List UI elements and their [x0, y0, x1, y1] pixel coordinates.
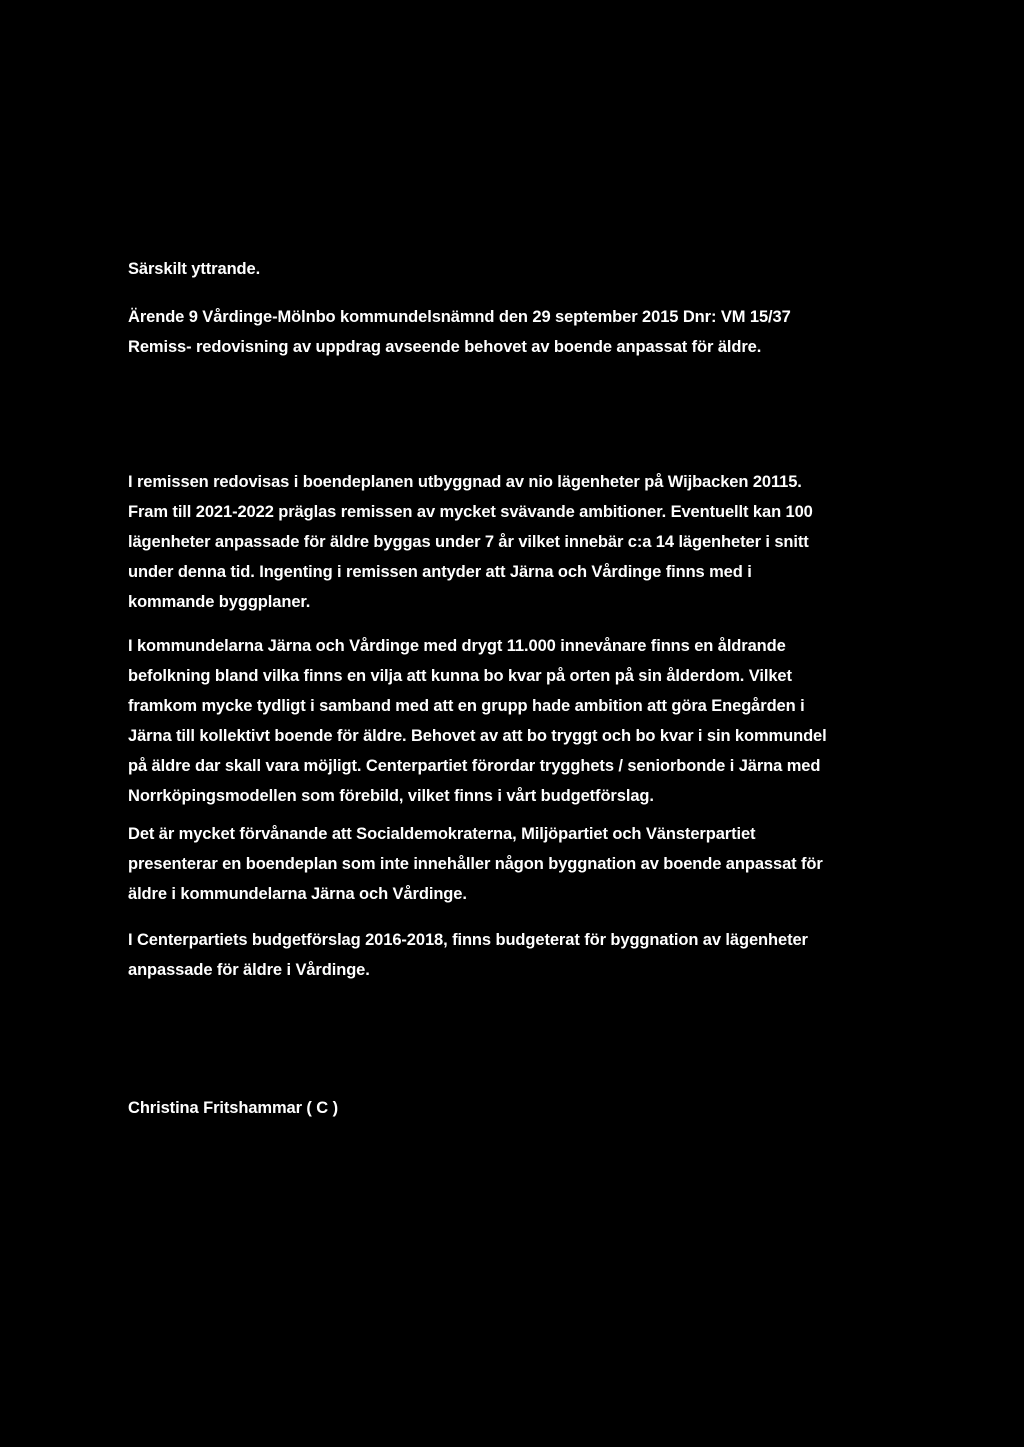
case-line: Ärende 9 Vårdinge-Mölnbo kommundelsnämnd den 29 september 2015 Dnr: VM 15/37	[128, 308, 791, 326]
paragraph-line: I kommundelarna Järna och Vårdinge med drygt 11.000 innevånare finns en åldrande	[128, 637, 786, 655]
case-reference	[128, 302, 908, 362]
case-line: Remiss- redovisning av uppdrag avseende behovet av boende anpassat för äldre.	[128, 338, 762, 356]
signature	[128, 1093, 908, 1123]
paragraph-line: kommande byggplaner.	[128, 593, 311, 611]
paragraph-1	[128, 467, 908, 617]
heading	[128, 254, 908, 284]
paragraph-line: Norrköpingsmodellen som förebild, vilket finns i vårt budgetförslag.	[128, 787, 654, 805]
paragraph-line: äldre i kommundelarna Järna och Vårdinge.	[128, 885, 467, 903]
paragraph-line: framkom mycke tydligt i samband med att en grupp hade ambition att göra Enegården i	[128, 697, 805, 715]
heading-text: Särskilt yttrande.	[128, 260, 261, 278]
paragraph-3	[128, 819, 908, 909]
paragraph-line: befolkning bland vilka finns en vilja att kunna bo kvar på orten på sin ålderdom. Vilket	[128, 667, 792, 685]
paragraph-line: Det är mycket förvånande att Socialdemokraterna, Miljöpartiet och Vänsterpartiet	[128, 825, 756, 843]
paragraph-line: I Centerpartiets budgetförslag 2016-2018, finns budgeterat för byggnation av lägenheter	[128, 931, 808, 949]
paragraph-line: under denna tid. Ingenting i remissen antyder att Järna och Vårdinge finns med i	[128, 563, 752, 581]
paragraph-2	[128, 631, 908, 811]
paragraph-line: I remissen redovisas i boendeplanen utbyggnad av nio lägenheter på Wijbacken 20115.	[128, 473, 802, 491]
paragraph-line: Järna till kollektivt boende för äldre. Behovet av att bo tryggt och bo kvar i sin kommundel	[128, 727, 827, 745]
paragraph-line: lägenheter anpassade för äldre byggas under 7 år vilket innebär c:a 14 lägenheter i snitt	[128, 533, 809, 551]
signature-name: Christina Fritshammar ( C )	[128, 1099, 339, 1117]
paragraph-line: Fram till 2021-2022 präglas remissen av mycket svävande ambitioner. Eventuellt kan 100	[128, 503, 813, 521]
paragraph-line: på äldre dar skall vara möjligt. Centerpartiet förordar trygghets / seniorbonde i Järna med	[128, 757, 821, 775]
paragraph-4	[128, 925, 908, 985]
paragraph-line: presenterar en boendeplan som inte innehåller någon byggnation av boende anpassat för	[128, 855, 823, 873]
paragraph-line: anpassade för äldre i Vårdinge.	[128, 961, 370, 979]
